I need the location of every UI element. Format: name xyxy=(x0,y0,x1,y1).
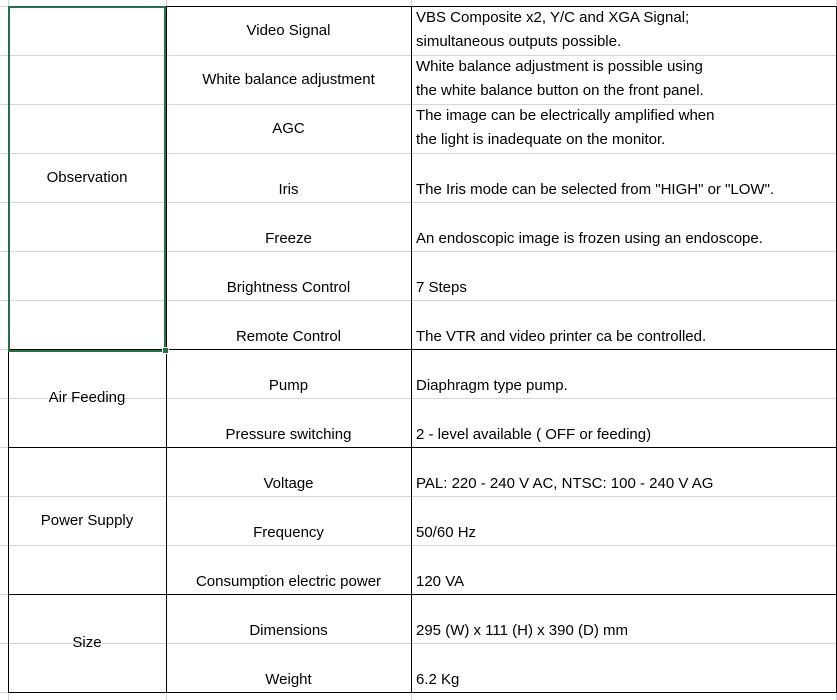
description-line: 7 Steps xyxy=(416,279,467,296)
item-label: AGC xyxy=(272,119,305,137)
description-cell[interactable] xyxy=(411,594,836,643)
section-power-supply[interactable] xyxy=(8,447,166,594)
item-label: Remote Control xyxy=(235,328,342,345)
description-line: the white balance button on the front panel. xyxy=(416,82,704,99)
description-cell[interactable] xyxy=(411,398,836,447)
description-line: The image can be electrically amplified when xyxy=(416,107,715,124)
description-cell[interactable] xyxy=(411,202,836,251)
item-label: Weight xyxy=(265,671,312,688)
section-label: Size xyxy=(72,634,102,651)
description-line: 120 VA xyxy=(416,573,465,590)
section-border xyxy=(166,349,167,447)
description-line: An endoscopic image is frozen using an endoscope. xyxy=(416,230,763,247)
item-label: Dimensions xyxy=(249,622,328,639)
section-border xyxy=(8,594,837,595)
item-cell[interactable] xyxy=(166,643,411,692)
description-line: PAL: 220 - 240 V AC, NTSC: 100 - 240 V AG xyxy=(416,475,714,492)
section-border xyxy=(411,447,412,594)
description-cell[interactable] xyxy=(411,349,836,398)
section-border xyxy=(8,692,837,693)
description-line: The VTR and video printer ca be controlled. xyxy=(416,328,707,345)
item-label: Freeze xyxy=(265,230,312,247)
description-cell[interactable] xyxy=(411,55,836,104)
section-border xyxy=(166,6,167,349)
section-border xyxy=(411,349,412,447)
item-cell[interactable] xyxy=(166,6,411,55)
description-line: 2 - level available ( OFF or feeding) xyxy=(416,426,652,443)
item-label: Pump xyxy=(268,377,309,394)
section-border xyxy=(411,6,412,349)
description-cell[interactable] xyxy=(411,447,836,496)
description-line: VBS Composite x2, Y/C and XGA Signal; xyxy=(416,9,690,26)
section-border xyxy=(166,594,167,692)
section-label: Power Supply xyxy=(40,511,134,529)
section-label: Air Feeding xyxy=(48,389,126,406)
item-cell[interactable] xyxy=(166,202,411,251)
section-border xyxy=(8,6,837,7)
section-air-feeding[interactable] xyxy=(8,349,166,447)
description-line: the light is inadequate on the monitor. xyxy=(416,131,666,148)
description-cell[interactable] xyxy=(411,545,836,594)
item-cell[interactable] xyxy=(166,545,411,594)
item-label: Consumption electric power xyxy=(195,573,382,590)
item-cell[interactable] xyxy=(166,104,411,153)
section-size[interactable] xyxy=(8,594,166,692)
item-cell[interactable] xyxy=(166,447,411,496)
description-cell[interactable] xyxy=(411,496,836,545)
section-border xyxy=(411,594,412,692)
description-line: 295 (W) x 111 (H) x 390 (D) mm xyxy=(416,622,628,639)
item-cell[interactable] xyxy=(166,153,411,202)
description-cell[interactable] xyxy=(411,251,836,300)
section-border xyxy=(8,6,9,349)
description-line: The Iris mode can be selected from "HIGH" or "LOW". xyxy=(416,181,775,198)
section-border xyxy=(8,349,837,350)
item-label: Iris xyxy=(278,181,299,198)
section-border xyxy=(8,594,9,692)
item-cell[interactable] xyxy=(166,594,411,643)
description-line: Diaphragm type pump. xyxy=(416,377,568,394)
description-line: 50/60 Hz xyxy=(416,524,477,541)
section-border xyxy=(8,349,9,447)
item-label: Pressure switching xyxy=(225,426,352,443)
section-border xyxy=(8,447,9,594)
item-label: White balance adjustment xyxy=(202,70,375,88)
description-cell[interactable] xyxy=(411,643,836,692)
item-label: Brightness Control xyxy=(226,279,351,296)
description-cell[interactable] xyxy=(411,104,836,153)
description-cell[interactable] xyxy=(411,300,836,349)
section-label: Observation xyxy=(46,168,128,186)
section-observation[interactable] xyxy=(8,6,166,349)
description-line: simultaneous outputs possible. xyxy=(416,33,622,50)
item-label: Voltage xyxy=(263,475,314,492)
item-cell[interactable] xyxy=(166,300,411,349)
fill-handle[interactable] xyxy=(162,347,169,354)
item-label: Frequency xyxy=(253,524,324,541)
description-line: White balance adjustment is possible using xyxy=(416,58,703,75)
description-cell[interactable] xyxy=(411,153,836,202)
section-border xyxy=(8,447,837,448)
item-cell[interactable] xyxy=(166,398,411,447)
description-cell[interactable] xyxy=(411,6,836,55)
item-cell[interactable] xyxy=(166,251,411,300)
item-cell[interactable] xyxy=(166,496,411,545)
item-cell[interactable] xyxy=(166,55,411,104)
item-cell[interactable] xyxy=(166,349,411,398)
description-line: 6.2 Kg xyxy=(416,671,460,688)
item-label: Video Signal xyxy=(246,21,331,39)
section-border xyxy=(166,447,167,594)
